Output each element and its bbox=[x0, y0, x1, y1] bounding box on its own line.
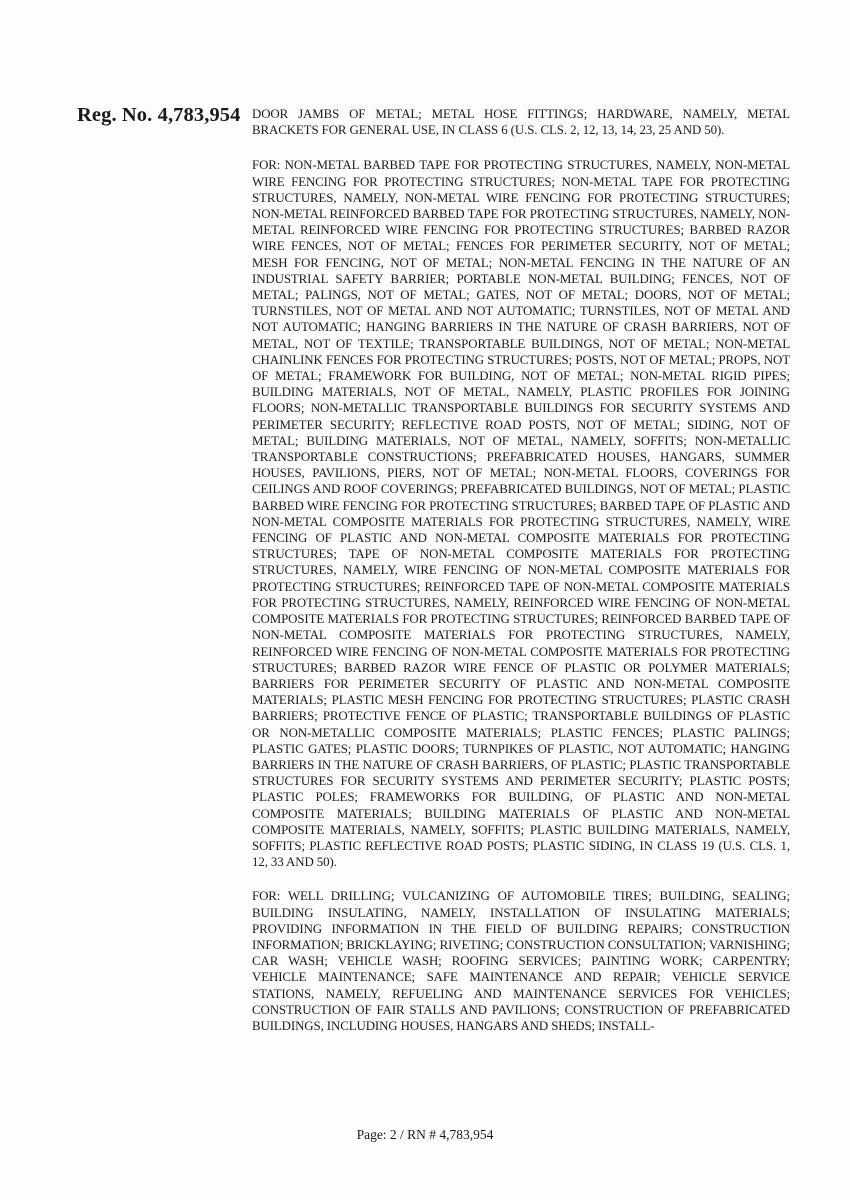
goods-services-column bbox=[252, 106, 790, 1052]
registration-number: Reg. No. 4,783,954 bbox=[77, 104, 241, 126]
class-19-paragraph: FOR: NON-METAL BARBED TAPE FOR PROTECTING STRUCTURES, NAMELY, NON-METAL WIRE FENCING FOR PROTECTING STRUCTURES; NON-METAL TAPE FOR PROTECTING STRUCTURES, NAMELY, NON-METAL WIRE FENCING FOR PROTECTING STRUCTURES; NON-METAL REINFORCED BARBED TAPE FOR PROTECTING STRUCTURES, NAMELY, NON-METAL REINFORCED WIRE FENCING FOR PROTECTING STRUCTURES; BARBED RAZOR WIRE FENCES, NOT OF METAL; FENCES FOR PERIMETER SECURITY, NOT OF METAL; MESH FOR FENCING, NOT OF METAL; NON-METAL FENCING IN THE NATURE OF AN INDUSTRIAL SAFETY BARRIER; PORTABLE NON-METAL BUILDING; FENCES, NOT OF METAL; PALINGS, NOT OF METAL; GATES, NOT OF METAL; DOORS, NOT OF METAL; TURNSTILES, NOT OF METAL AND NOT AUTOMATIC; TURNSTILES, NOT OF METAL AND NOT AUTOMATIC; HANGING BARRIERS IN THE NATURE OF CRASH BARRIERS, NOT OF METAL, NOT OF TEXTILE; TRANSPORTABLE BUILDINGS, NOT OF METAL; NON-METAL CHAINLINK FENCES FOR PROTECTING STRUCTURES; POSTS, NOT OF METAL; PROPS, NOT OF METAL; FRAMEWORK FOR BUILDING, NOT OF METAL; NON-METAL RIGID PIPES; BUILDING MATERIALS, NOT OF METAL, NAMELY, PLASTIC PROFILES FOR JOINING FLOORS; NON-METALLIC TRANSPORTABLE BUILDINGS FOR SECURITY SYSTEMS AND PERIMETER SECURITY; REFLECTIVE ROAD POSTS, NOT OF METAL; SIDING, NOT OF METAL; BUILDING MATERIALS, NOT OF METAL, NAMELY, SOFFITS; NON-METALLIC TRANSPORTABLE CONSTRUCTIONS; PREFABRICATED HOUSES, HANGARS, SUMMER HOUSES, PAVILIONS, PIERS, NOT OF METAL; NON-METAL FLOORS, COVERINGS FOR CEILINGS AND ROOF COVERINGS; PREFABRICATED BUILDINGS, NOT OF METAL; PLASTIC BARBED WIRE FENCING FOR PROTECTING STRUCTURES; BARBED TAPE OF PLASTIC AND NON-METAL COMPOSITE MATERIALS FOR PROTECTING STRUCTURES, NAMELY, WIRE FENCING OF PLASTIC AND NON-METAL COMPOSITE MATERIALS FOR PROTECTING STRUCTURES; TAPE OF NON-METAL COMPOSITE MATERIALS FOR PROTECTING STRUCTURES, NAMELY, WIRE FENCING OF NON-METAL COMPOSITE MATERIALS FOR PROTECTING STRUCTURES; REINFORCED TAPE OF NON-METAL COMPOSITE MATERIALS FOR PROTECTING STRUCTURES, NAMELY, REINFORCED WIRE FENCING OF NON-METAL COMPOSITE MATERIALS FOR PROTECTING STRUCTURES; REINFORCED BARBED TAPE OF NON-METAL COMPOSITE MATERIALS FOR PROTECTING STRUCTURES, NAMELY, REINFORCED WIRE FENCING OF NON-METAL COMPOSITE MATERIALS FOR PROTECTING STRUCTURES; BARBED RAZOR WIRE FENCE OF PLASTIC OR POLYMER MATERIALS; BARRIERS FOR PERIMETER SECURITY OF PLASTIC AND NON-METAL COMPOSITE MATERIALS; PLASTIC MESH FENCING FOR PROTECTING STRUCTURES; PLASTIC CRASH BARRIERS; PROTECTIVE FENCE OF PLASTIC; TRANSPORTABLE BUILDINGS OF PLASTIC OR NON-METALLIC COMPOSITE MATERIALS; PLASTIC FENCES; PLASTIC PALINGS; PLASTIC GATES; PLASTIC DOORS; TURNPIKES OF PLASTIC, NOT AUTOMATIC; HANGING BARRIERS IN THE NATURE OF CRASH BARRIERS, OF PLASTIC; PLASTIC TRANSPORTABLE STRUCTURES FOR SECURITY SYSTEMS AND PERIMETER SECURITY; PLASTIC POSTS; PLASTIC POLES; FRAMEWORKS FOR BUILDING, OF PLASTIC AND NON-METAL COMPOSITE MATERIALS; BUILDING MATERIALS OF PLASTIC AND NON-METAL COMPOSITE MATERIALS, NAMELY, SOFFITS; PLASTIC BUILDING MATERIALS, NAMELY, SOFFITS; PLASTIC REFLECTIVE ROAD POSTS; PLASTIC SIDING, IN CLASS 19 (U.S. CLS. 1, 12, 33 AND 50). bbox=[252, 158, 790, 870]
page-footer: Page: 2 / RN # 4,783,954 bbox=[356, 1127, 494, 1142]
class-37-paragraph: FOR: WELL DRILLING; VULCANIZING OF AUTOMOBILE TIRES; BUILDING, SEALING; BUILDING INSULATING, NAMELY, INSTALLATION OF INSULATING MATERIALS; PROVIDING INFORMATION IN THE FIELD OF BUILDING REPAIRS; CONSTRUCTION INFORMATION; BRICKLAYING; RIVETING; CONSTRUCTION CONSULTATION; VARNISHING; CAR WASH; VEHICLE WASH; ROOFING SERVICES; PAINTING WORK; CARPENTRY; VEHICLE MAINTENANCE; SAFE MAINTENANCE AND REPAIR; VEHICLE SERVICE STATIONS, NAMELY, REFUELING AND MAINTENANCE SERVICES FOR VEHICLES; CONSTRUCTION OF FAIR STALLS AND PAVILIONS; CONSTRUCTION OF PREFABRICATED BUILDINGS, INCLUDING HOUSES, HANGARS AND SHEDS; INSTALL- bbox=[252, 889, 790, 1033]
class-6-paragraph: DOOR JAMBS OF METAL; METAL HOSE FITTINGS; HARDWARE, NAMELY, METAL BRACKETS FOR GENERAL USE, IN CLASS 6 (U.S. CLS. 2, 12, 13, 14, 23, 25 AND 50). bbox=[252, 107, 790, 138]
